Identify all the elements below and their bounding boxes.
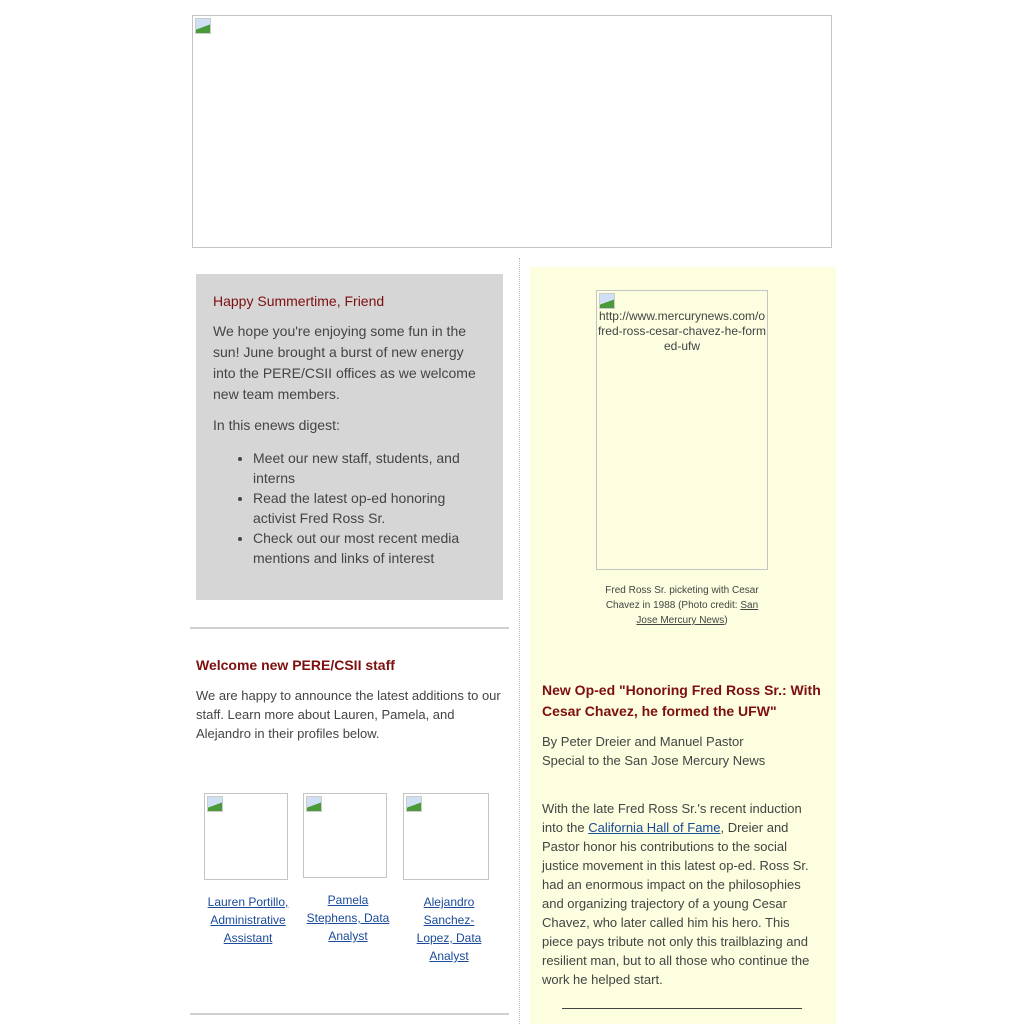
digest-list [213, 448, 486, 568]
photo-caption [596, 583, 768, 628]
staff-paragraph: We are happy to announce the latest additions to our staff. Learn more about Lauren, Pamela, and Alejandro in their profiles below. [196, 688, 501, 741]
byline-publication: Special to the San Jose Mercury News [542, 753, 766, 768]
broken-image-icon [207, 796, 223, 812]
staff-link-lauren[interactable]: Lauren Portillo, Administrative Assistant [207, 895, 289, 945]
image-alt-text: http://www.mercurynews.com/o fred-ross-cesar-chavez-he-formed-ufw [597, 309, 767, 353]
broken-image-icon [306, 796, 322, 812]
oped-image [596, 290, 768, 570]
digest-item: • Meet our new staff, students, and interns [253, 448, 486, 488]
broken-image-icon [599, 293, 615, 309]
body-text: With the late Fred Ross Sr.'s recent induction into the [542, 801, 802, 835]
byline-authors: By Peter Dreier and Manuel Pastor [542, 734, 744, 749]
broken-image-icon [195, 18, 211, 34]
broken-image-icon [406, 796, 422, 812]
oped-panel [530, 267, 836, 1024]
column-divider [519, 258, 520, 1024]
staff-link-alejandro[interactable]: Alejandro Sanchez-Lopez, Data Analyst [416, 895, 482, 963]
digest-item: • Check out our most recent media mentions and links of interest [253, 528, 486, 568]
byline [542, 732, 765, 770]
divider [190, 1013, 509, 1015]
divider [562, 1008, 802, 1009]
banner-image [192, 15, 832, 248]
hall-of-fame-link[interactable]: California Hall of Fame [588, 820, 721, 835]
photo-credit-link[interactable]: San Jose Mercury News [636, 600, 759, 626]
divider [190, 627, 509, 629]
staff-photo [204, 793, 288, 880]
intro-paragraph: We hope you're enjoying some fun in the sun! June brought a burst of new energy into the PERE/CSII offices as we welcome new team members. [213, 323, 476, 402]
digest-label: In this enews digest: [213, 417, 340, 433]
caption-end: ) [724, 615, 728, 626]
oped-body [542, 799, 824, 989]
staff-heading: Welcome new PERE/CSII staff [196, 657, 395, 673]
staff-photo [303, 793, 387, 878]
staff-link-pamela[interactable]: Pamela Stephens, Data Analyst [306, 893, 390, 943]
intro-box [196, 274, 503, 600]
digest-item: • Read the latest op-ed honoring activist Fred Ross Sr. [253, 488, 486, 528]
staff-photo [403, 793, 489, 880]
greeting-heading: Happy Summertime, Friend [213, 293, 385, 309]
body-text-end: , Dreier and Pastor honor his contributions to the social justice movement in this latest op-ed. Ross Sr. had an enormous impact on the philosophies and organizing trajectory of a young Cesar Chavez, who later called him his hero. This piece pays tribute not only this trailblazing and resilient man, but to all those who continue the work he helped start. [542, 820, 810, 987]
caption-text: Fred Ross Sr. picketing with Cesar Chavez in 1988 (Photo credit: [605, 585, 759, 611]
oped-heading: New Op-ed "Honoring Fred Ross Sr.: With Cesar Chavez, he formed the UFW" [542, 682, 821, 719]
